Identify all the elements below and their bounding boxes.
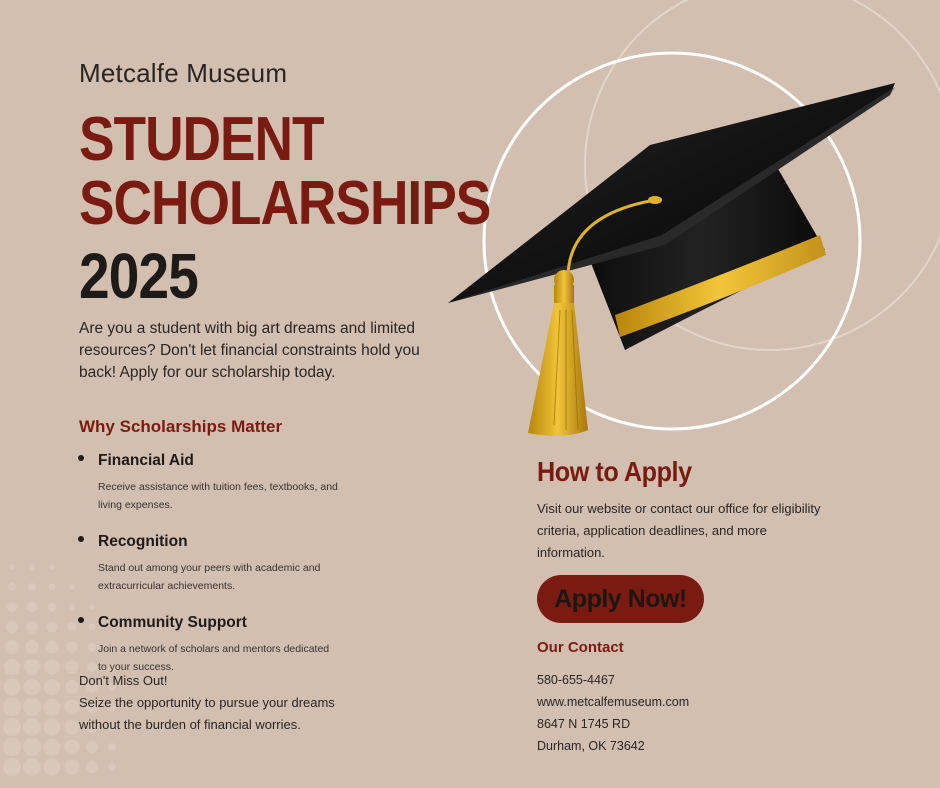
list-item-desc: Receive assistance with tuition fees, textbooks, and living expenses. xyxy=(98,481,338,511)
list-item xyxy=(78,531,338,595)
bullet-icon xyxy=(78,536,84,542)
why-heading: Why Scholarships Matter xyxy=(79,417,283,436)
list-item-desc: Stand out among your peers with academic and extracurricular achievements. xyxy=(98,562,321,592)
contact-address-line-2: Durham, OK 73642 xyxy=(537,739,645,753)
closing-line-2: Seize the opportunity to pursue your dreams without the burden of financial worries. xyxy=(79,695,335,732)
organization-name: Metcalfe Museum xyxy=(79,58,288,88)
title-line-2: SCHOLARSHIPS xyxy=(79,169,491,238)
how-to-apply-text: Visit our website or contact our office for eligibility criteria, application deadlines, and more information. xyxy=(537,501,821,560)
closing-line-1: Don't Miss Out! xyxy=(79,673,168,688)
contact-heading: Our Contact xyxy=(537,639,624,656)
how-to-apply-heading: How to Apply xyxy=(537,456,692,487)
apply-now-button[interactable]: Apply Now! xyxy=(537,575,704,623)
list-item-desc: Join a network of scholars and mentors dedicated to your success. xyxy=(98,643,330,673)
contact-website[interactable]: www.metcalfemuseum.com xyxy=(537,695,690,709)
page-title xyxy=(79,105,491,238)
intro-text: Are you a student with big art dreams and limited resources? Don't let financial constraints hold you back! Apply for our scholarship today. xyxy=(79,320,420,381)
contact-details xyxy=(537,669,689,757)
list-item xyxy=(78,612,338,676)
title-year: 2025 xyxy=(79,240,199,312)
tassel-icon xyxy=(520,265,600,440)
graduation-cap-icon xyxy=(440,75,910,445)
contact-address-line-1: 8647 N 1745 RD xyxy=(537,717,631,731)
list-item-title: Recognition xyxy=(98,533,188,550)
list-item xyxy=(78,450,338,514)
list-item-title: Financial Aid xyxy=(98,452,194,469)
list-item-title: Community Support xyxy=(98,614,247,631)
contact-phone: 580-655-4467 xyxy=(537,673,615,687)
title-line-1: STUDENT xyxy=(79,105,324,174)
benefits-list xyxy=(78,450,338,693)
bullet-icon xyxy=(78,455,84,461)
closing-text xyxy=(79,670,349,736)
bullet-icon xyxy=(78,617,84,623)
